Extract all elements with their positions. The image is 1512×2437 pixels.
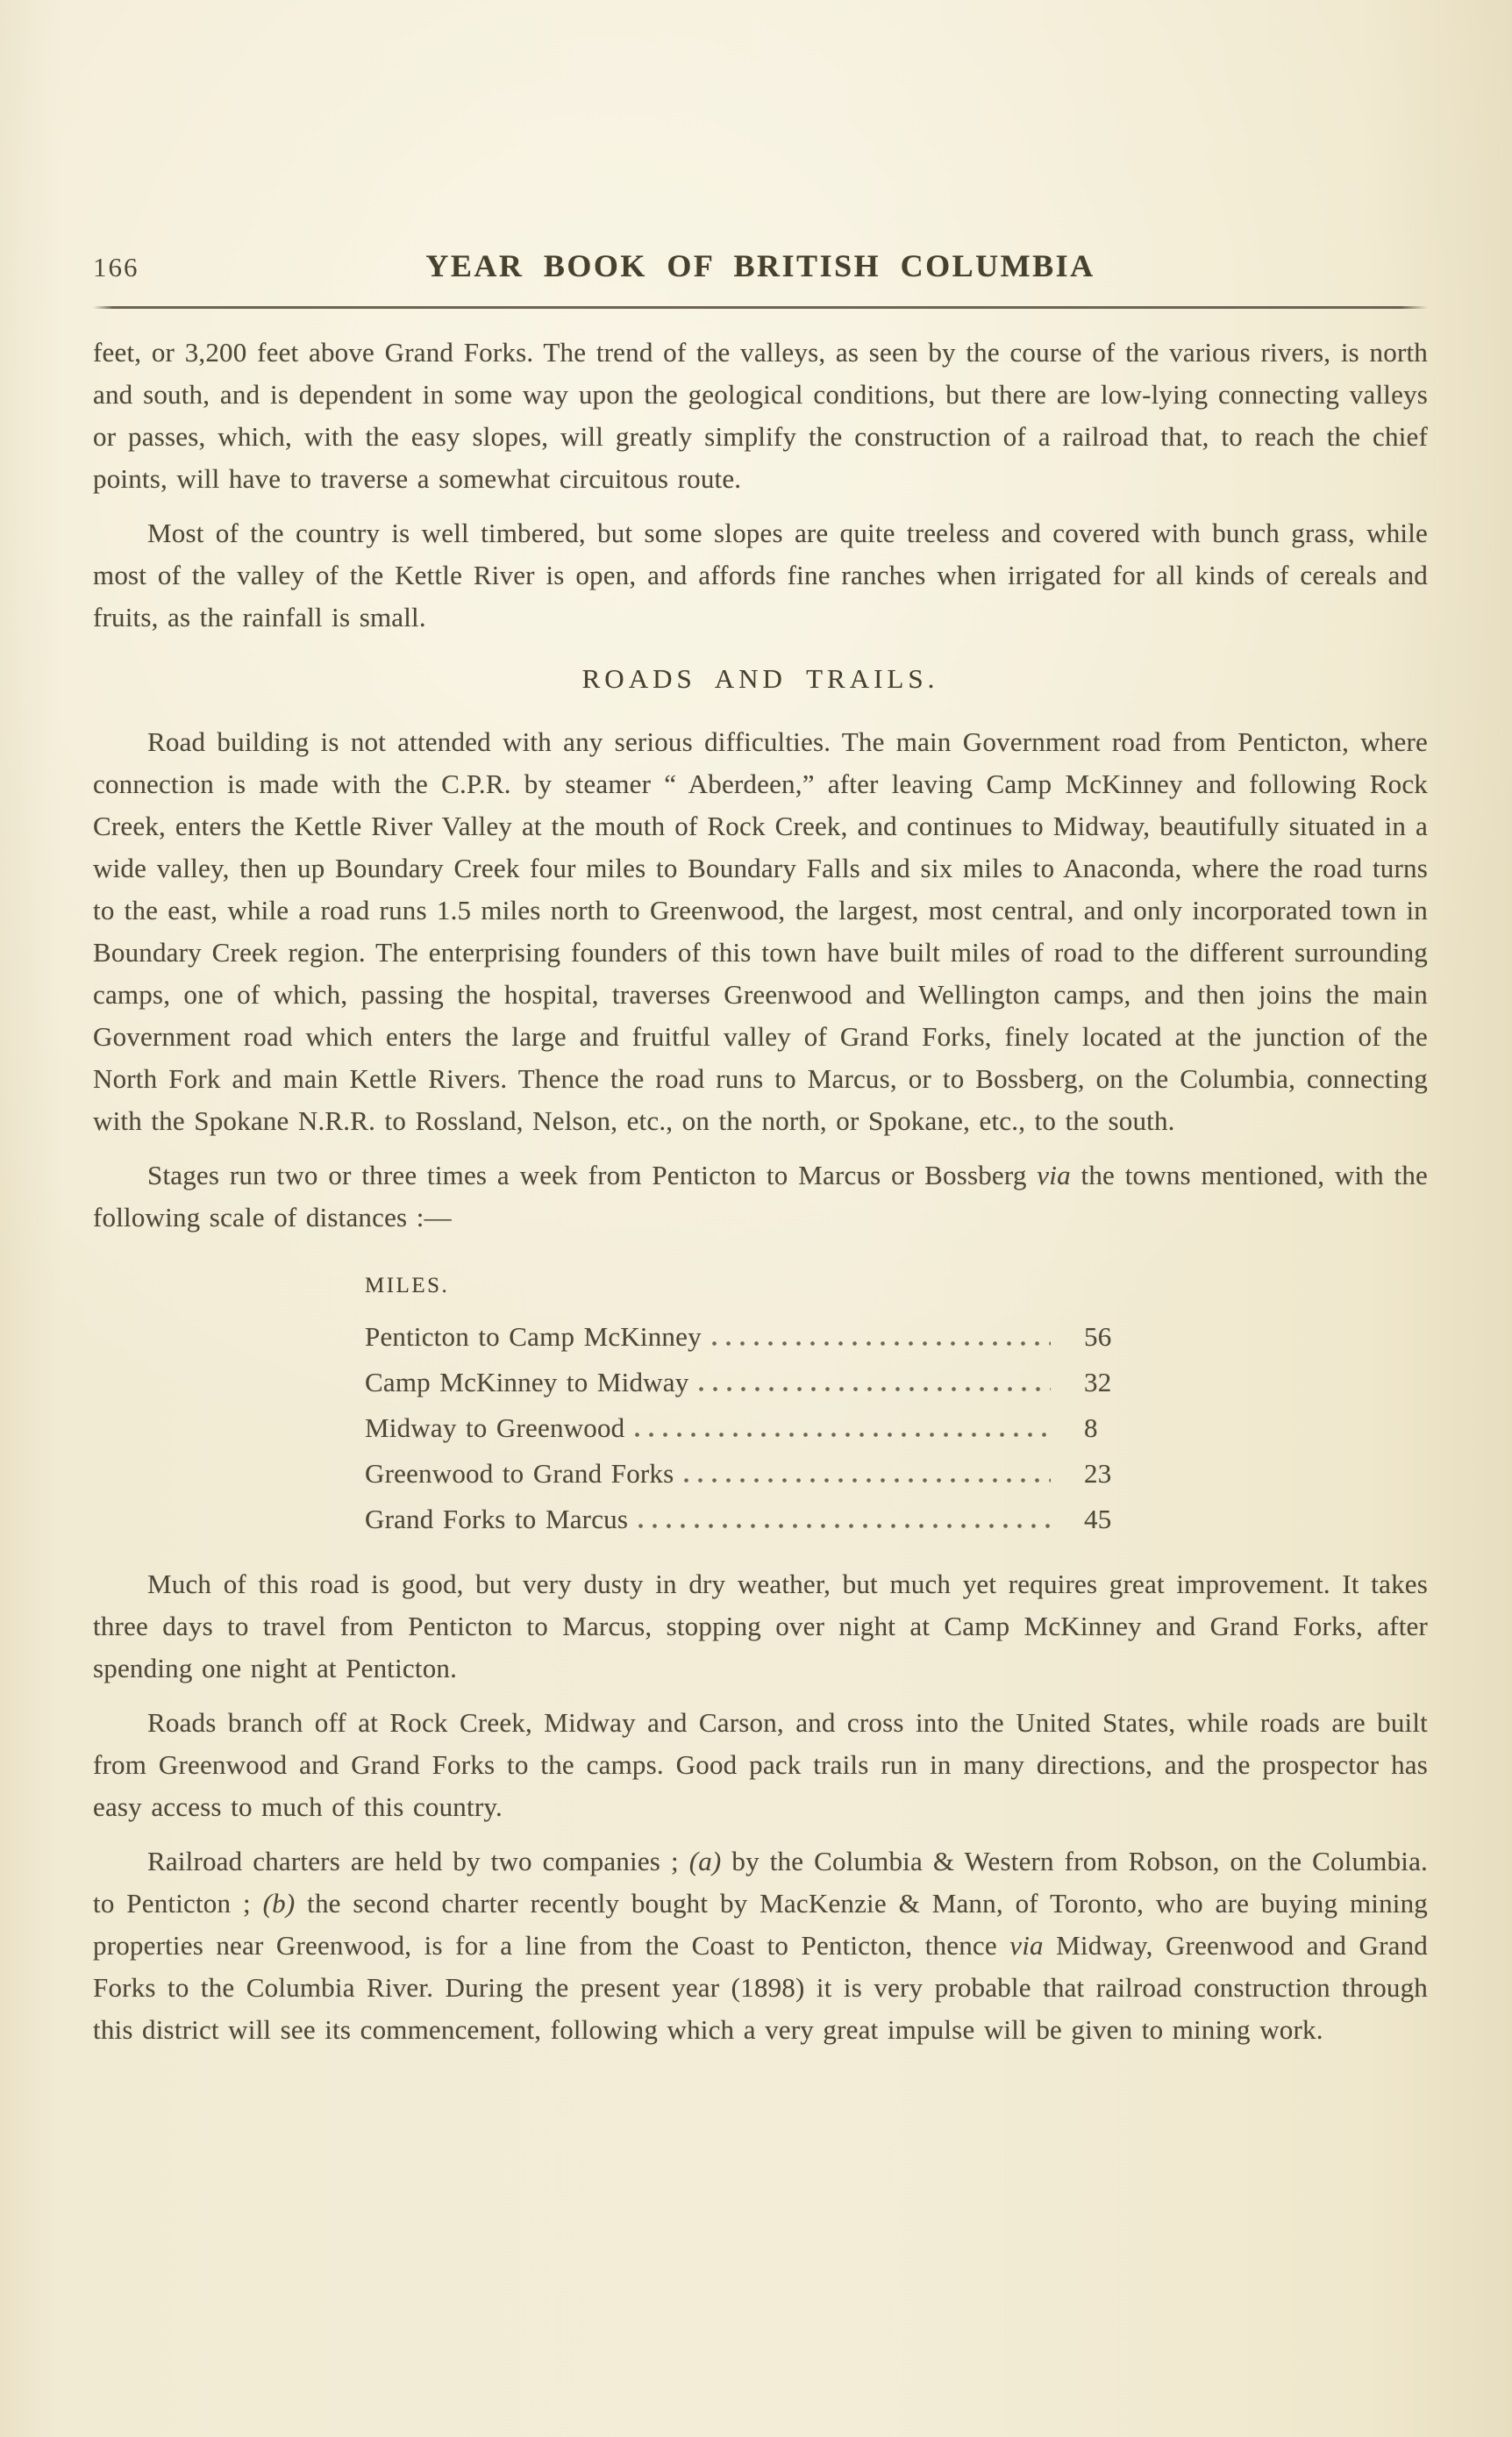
page-number: 166 [93, 252, 139, 282]
text-segment: Stages run two or three times a week from Penticton to Marcus or Bossberg [147, 1160, 1038, 1190]
distance-row [365, 1505, 1145, 1533]
miles-value: 23 [1084, 1458, 1112, 1489]
italic-text: (b) [262, 1888, 296, 1919]
section-heading: ROADS AND TRAILS. [581, 663, 939, 694]
distance-row [365, 1369, 1145, 1397]
paragraph [93, 512, 1428, 639]
intro-paragraphs [93, 332, 1428, 639]
page-header [93, 0, 1428, 284]
roads-paragraphs [93, 721, 1428, 1239]
dot-leader [638, 1524, 1051, 1528]
distance-rows [365, 1323, 1145, 1533]
closing-paragraphs [93, 1563, 1428, 2051]
text-segment: Road building is not attended with any serious difficulties. The main Government road from Penticton, where connection is made with the C.P.R. by steamer “ Aberdeen,” after leaving Camp McKinney and following Rock Creek, enters the Kettle River Valley at the mouth of Rock Creek, and continues to Midway, beautifully situated in a wide valley, then up Boundary Creek four miles to Boundary Falls and six miles to Anaconda, where the road turns to the east, while a road runs 1.5 miles north to Greenwood, the largest, most central, and only incorporated town in Boundary Creek region. The enterprising founders of this town have built miles of road to the different surrounding camps, one of which, passing the hospital, traverses Greenwood and Wellington camps, and then joins the main Government road which enters the large and fruitful valley of Grand Forks, finely located at the junction of the North Fork and main Kettle Rivers. Thence the road runs to Marcus, or to Bossberg, on the Columbia, connecting with the Spokane N.R.R. to Rossland, Nelson, etc., on the north, or Spokane, etc., to the south. [93, 726, 1428, 1136]
paragraph [93, 721, 1428, 1142]
text-segment: the towns mentioned, with the following scale of distances :— [93, 1160, 1428, 1233]
miles-column-header: MILES. [365, 1274, 450, 1297]
text-segment: by the Columbia & Western from Robson, on the Columbia. to Penticton ; [93, 1846, 1428, 1919]
miles-value: 56 [1084, 1321, 1112, 1352]
dot-leader [699, 1387, 1051, 1391]
route-label: Greenwood to Grand Forks [365, 1458, 674, 1489]
italic-text: via [1009, 1930, 1044, 1961]
route-label: Camp McKinney to Midway [365, 1367, 689, 1397]
paragraph [93, 1702, 1428, 1828]
page-body [93, 332, 1428, 2051]
paragraph [93, 1154, 1428, 1239]
page-title: YEAR BOOK OF BRITISH COLUMBIA [425, 248, 1095, 283]
dot-leader [712, 1341, 1051, 1346]
header-rule [93, 306, 1428, 309]
text-segment: Roads branch off at Rock Creek, Midway and Carson, and cross into the United States, while roads are built from Greenwood and Grand Forks to the camps. Good pack trails run in many directions, and the prospector has easy access to much of this country. [93, 1707, 1428, 1822]
italic-text: (a) [688, 1846, 722, 1876]
text-segment: the second charter recently bought by MacKenzie & Mann, of Toronto, who are buying mining properties near Greenwood, is for a line from the Coast to Penticton, thence [93, 1888, 1428, 1961]
route-label: Grand Forks to Marcus [365, 1504, 629, 1534]
distance-table [365, 1265, 1145, 1533]
italic-text: via [1037, 1160, 1071, 1190]
text-segment: Much of this road is good, but very dusty in dry weather, but much yet requires great improvement. It takes three days to travel from Penticton to Marcus, stopping over night at Camp McKinney and Grand Forks, after spending one night at Penticton. [93, 1569, 1428, 1683]
miles-value: 45 [1084, 1504, 1112, 1534]
paragraph [93, 1840, 1428, 2051]
paragraph [93, 1563, 1428, 1690]
distance-row [365, 1460, 1145, 1488]
miles-value: 32 [1084, 1367, 1112, 1397]
text-segment: Most of the country is well timbered, but some slopes are quite treeless and covered with bunch grass, while most of the valley of the Kettle River is open, and affords fine ranches when irrigated for all kinds of cereals and fruits, as the rainfall is small. [93, 518, 1428, 632]
paragraph [93, 332, 1428, 500]
text-segment: Midway, Greenwood and Grand Forks to the Columbia River. During the present year (1898) it is very probable that railroad construction through this district will see its commencement, following which a very great impulse will be given to mining work. [93, 1930, 1428, 2045]
distance-row [365, 1414, 1145, 1442]
dot-leader [635, 1433, 1051, 1437]
text-segment: Railroad charters are held by two companies ; [147, 1846, 689, 1876]
route-label: Penticton to Camp McKinney [365, 1321, 702, 1352]
text-segment: feet, or 3,200 feet above Grand Forks. The trend of the valleys, as seen by the course of the various rivers, is north and south, and is dependent in some way upon the geological conditions, but there are low-lying connecting valleys or passes, which, with the easy slopes, will greatly simplify the construction of a railroad that, to reach the chief points, will have to traverse a somewhat circuitous route. [93, 337, 1428, 494]
miles-value: 8 [1084, 1412, 1098, 1443]
dot-leader [684, 1478, 1051, 1483]
distance-row [365, 1323, 1145, 1351]
route-label: Midway to Greenwood [365, 1412, 625, 1443]
